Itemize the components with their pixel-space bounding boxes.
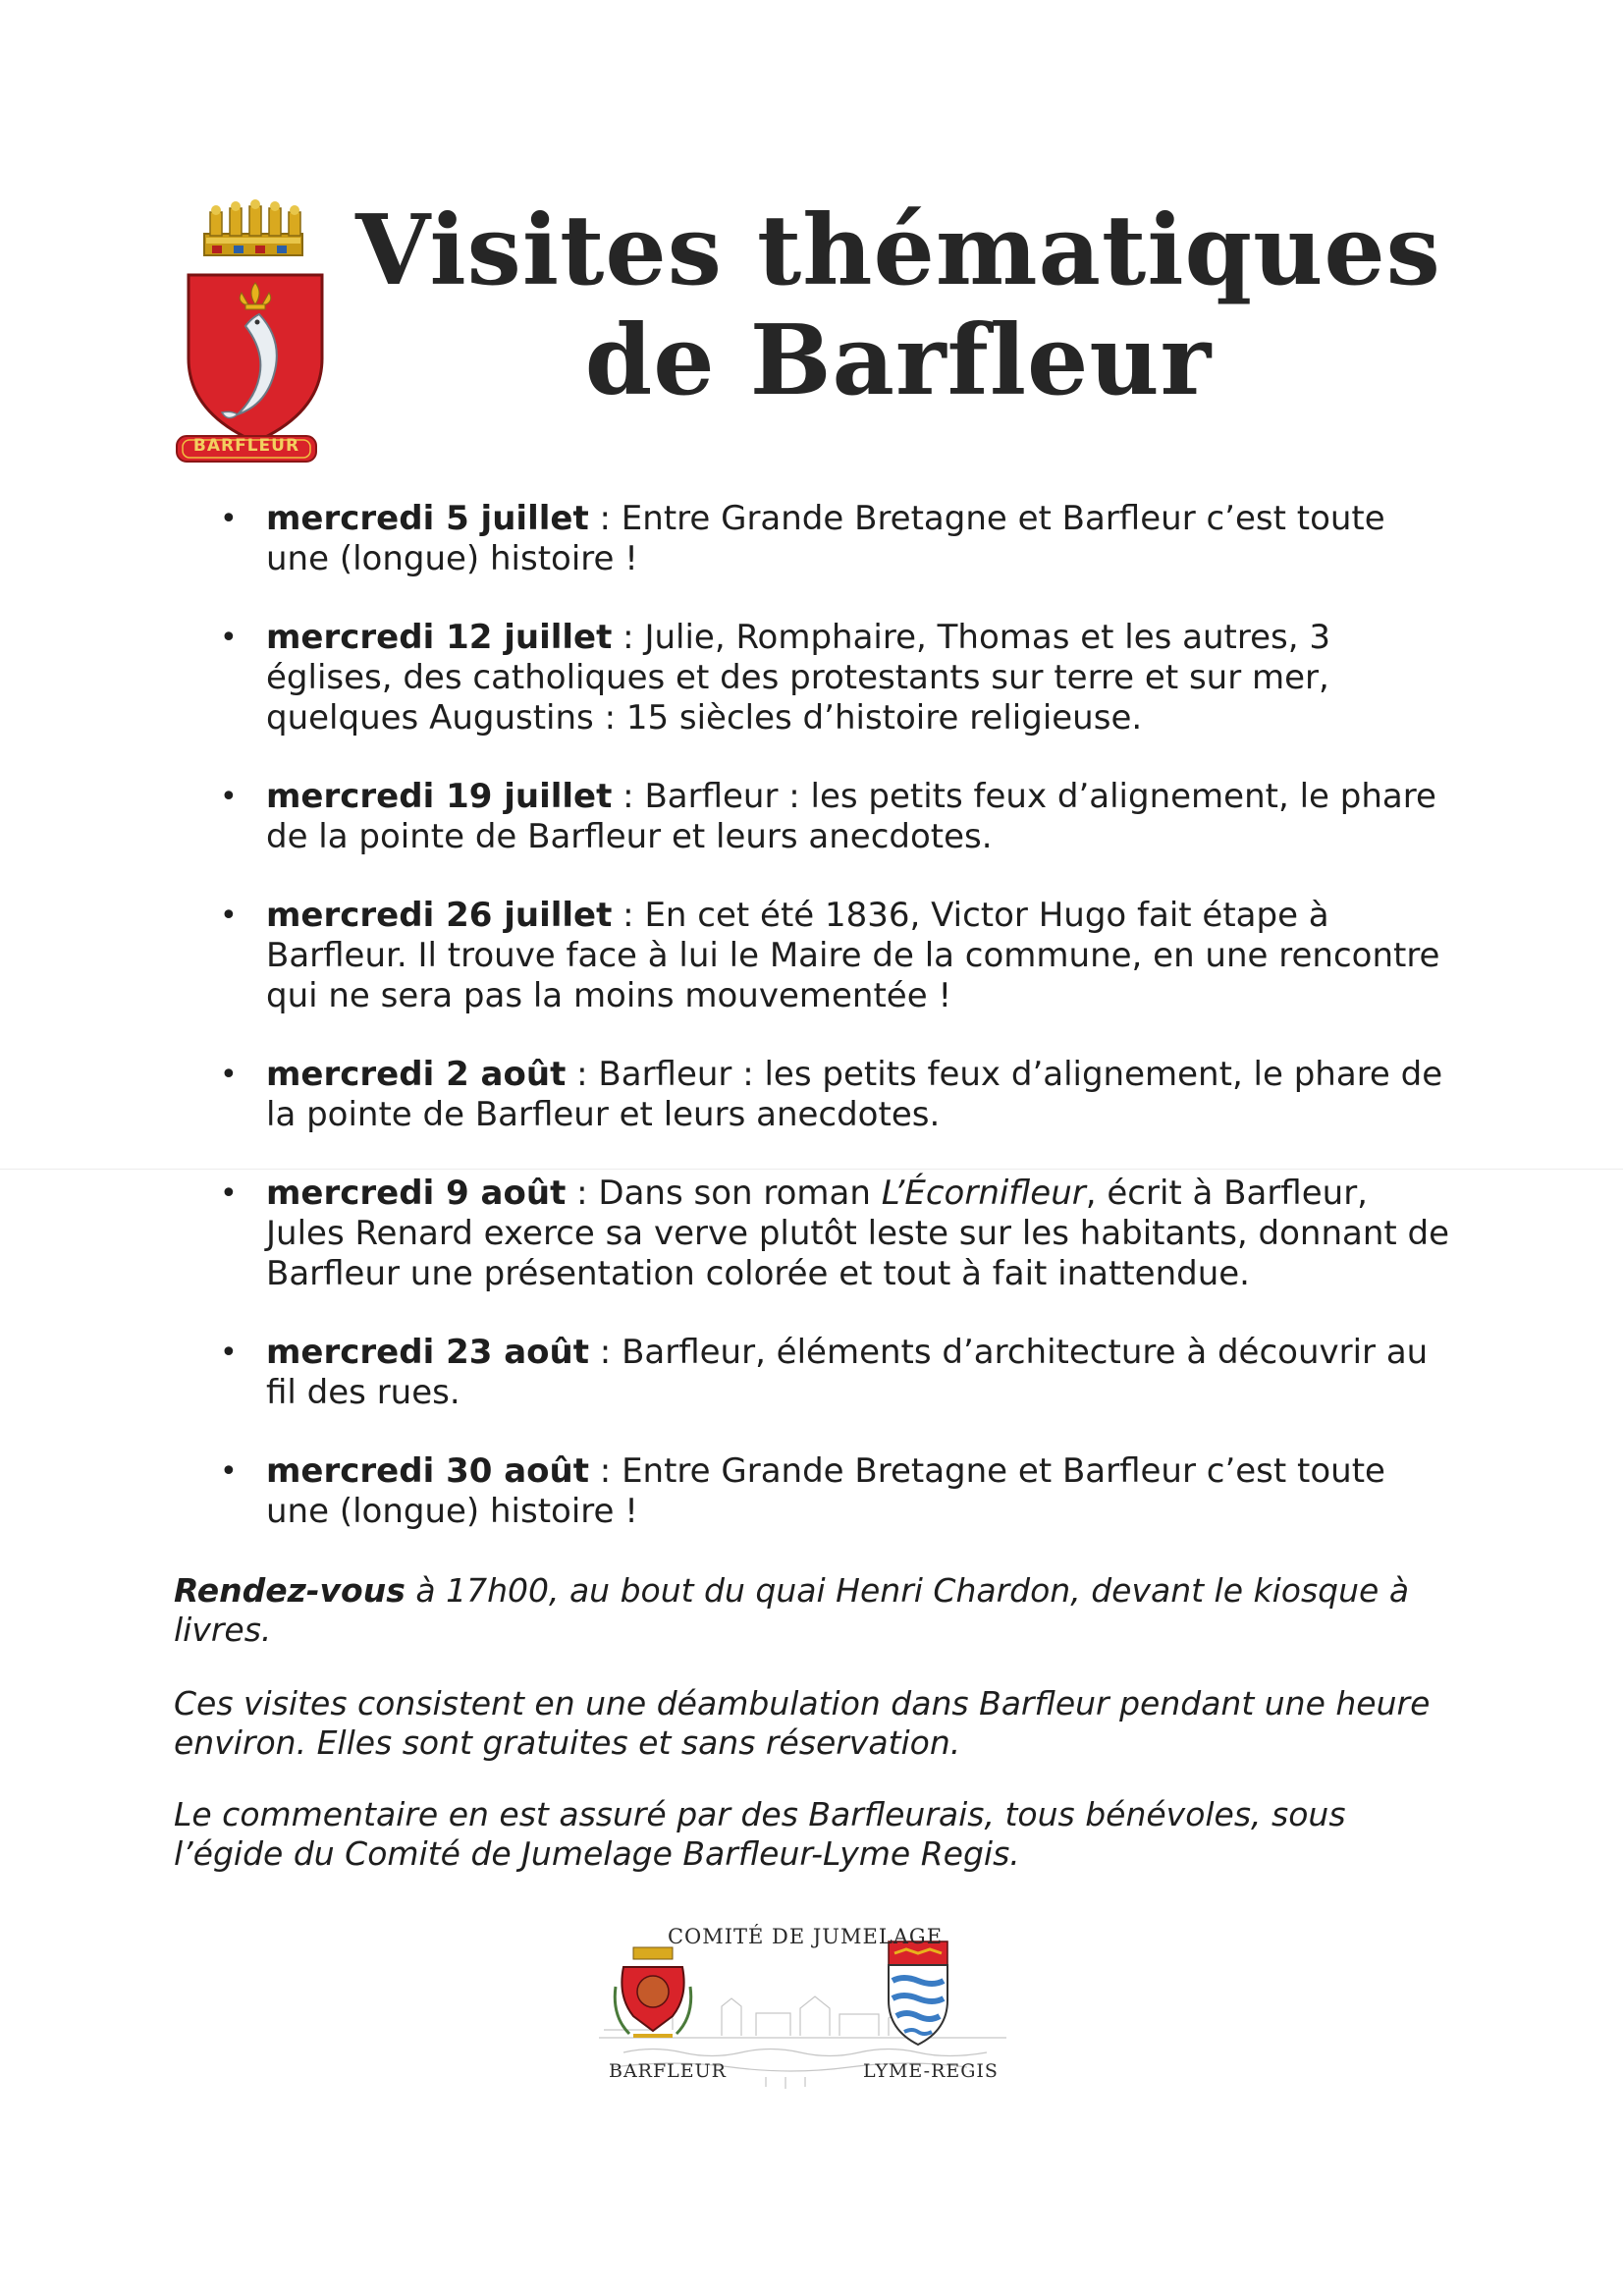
lyme-regis-crest: [889, 1941, 947, 2045]
list-item: • mercredi 26 juillet : En cet été 1836, Victor Hugo fait étape à Barfleur. Il trouve face à lui le Maire de la commune, en une rencontre qui ne sera pas la moins mouvementée !: [220, 896, 1440, 1015]
visit-description: En cet été 1836, Victor Hugo fait étape à Barfleur. Il trouve face à lui le Maire de la commune, en une rencontre qui ne sera pas la moins mouvementée !: [266, 896, 1440, 1015]
commentary-paragraph: Le commentaire en est assuré par des Barfleurais, tous bénévoles, sous l’égide du Comité de Jumelage Barfleur-Lyme Regis.: [174, 1795, 1346, 1873]
bullet-icon: •: [220, 1058, 238, 1092]
visit-description: Barfleur, éléments d’architecture à découvrir au fil des rues.: [266, 1333, 1429, 1412]
bullet-icon: •: [220, 1176, 238, 1211]
visit-date: mercredi 26 juillet: [266, 896, 613, 935]
visit-description: Julie, Romphaire, Thomas et les autres, 3 églises, des catholiques et des protestants sur terre et sur mer, quelques Augustins : 15 siècles d’histoire religieuse.: [266, 618, 1330, 738]
visit-date: mercredi 12 juillet: [266, 618, 613, 657]
visits-list: [214, 499, 1451, 1570]
title-line-2: de Barfleur: [584, 304, 1213, 417]
list-item: • mercredi 23 août : Barfleur, éléments d’architecture à découvrir au fil des rues.: [220, 1333, 1429, 1412]
visit-date: mercredi 5 juillet: [266, 499, 589, 538]
barfleur-small-crest: [615, 1947, 690, 2036]
list-item: • mercredi 9 août : Dans son roman L’Écornifleur, écrit à Barfleur, Jules Renard exerce sa verve plutôt leste sur les habitants, donnant de Barfleur une présentation colorée et tout à fait inattendue.: [220, 1174, 1450, 1293]
visit-date: mercredi 30 août: [266, 1451, 589, 1491]
bullet-icon: •: [220, 899, 238, 933]
list-item: • mercredi 12 juillet : Julie, Romphaire, Thomas et les autres, 3 églises, des catholiques et des protestants sur terre et sur mer, quelques Augustins : 15 siècles d’histoire religieuse.: [220, 618, 1330, 738]
twinning-left-town: BARFLEUR: [609, 2060, 727, 2082]
list-item: • mercredi 5 juillet : Entre Grande Bretagne et Barfleur c’est toute une (longue) histoire !: [220, 499, 1385, 578]
list-item: • mercredi 30 août : Entre Grande Bretagne et Barfleur c’est toute une (longue) histoire !: [220, 1451, 1385, 1531]
bullet-icon: •: [220, 780, 238, 814]
title-line-1: Visites thématiques: [355, 194, 1441, 307]
visit-date: mercredi 2 août: [266, 1055, 567, 1094]
barfleur-crest-logo: [177, 196, 334, 466]
visit-description: Entre Grande Bretagne et Barfleur c’est toute une (longue) histoire !: [266, 1451, 1385, 1531]
visit-date: mercredi 23 août: [266, 1333, 589, 1372]
visit-description: Barfleur : les petits feux d’alignement, le phare de la pointe de Barfleur et leurs anecdotes.: [266, 777, 1436, 856]
visit-description: Entre Grande Bretagne et Barfleur c’est toute une (longue) histoire !: [266, 499, 1385, 578]
bullet-icon: •: [220, 621, 238, 655]
crest-ribbon-label: BARFLEUR: [192, 436, 300, 456]
crown-icon: [204, 199, 302, 255]
list-item: • mercredi 2 août : Barfleur : les petits feux d’alignement, le phare de la pointe de Barfleur et leurs anecdotes.: [220, 1055, 1443, 1134]
bullet-icon: •: [220, 1336, 238, 1370]
visit-description: Dans son roman L’Écornifleur, écrit à Barfleur, Jules Renard exerce sa verve plutôt leste sur les habitants, donnant de Barfleur une présentation colorée et tout à fait inattendue.: [266, 1174, 1450, 1293]
list-item: • mercredi 19 juillet : Barfleur : les petits feux d’alignement, le phare de la pointe de Barfleur et leurs anecdotes.: [220, 777, 1436, 856]
book-title: L’Écornifleur: [881, 1174, 1086, 1213]
visit-description: Barfleur : les petits feux d’alignement, le phare de la pointe de Barfleur et leurs anecdotes.: [266, 1055, 1443, 1134]
meeting-label: Rendez-vous: [174, 1571, 406, 1610]
bullet-icon: •: [220, 502, 238, 536]
twinning-right-town: LYME-REGIS: [863, 2060, 999, 2082]
bullet-icon: •: [220, 1454, 238, 1489]
description-paragraph: Ces visites consistent en une déambulation dans Barfleur pendant une heure environ. Elles sont gratuites et sans réservation.: [174, 1684, 1431, 1762]
twinning-title: COMITÉ DE JUMELAGE: [667, 1925, 944, 1948]
page-title: [334, 196, 1463, 416]
visit-date: mercredi 19 juillet: [266, 777, 613, 816]
meeting-point-paragraph: Rendez-vous à 17h00, au bout du quai Henri Chardon, devant le kiosque à livres.: [174, 1571, 1410, 1649]
visit-date: mercredi 9 août: [266, 1174, 567, 1213]
